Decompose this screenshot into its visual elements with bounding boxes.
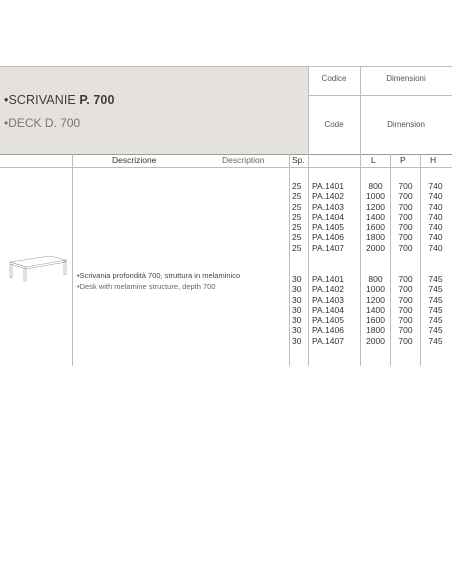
table-cell: 700 [398, 181, 413, 191]
table-cell: 700 [398, 242, 413, 253]
table-cell: 740 [428, 191, 443, 202]
p-column-group1 [391, 181, 420, 253]
table-cell: PA.1407 [312, 242, 344, 253]
table-cell: 800 [368, 181, 383, 191]
table-cell: 30 [292, 274, 302, 284]
table-cell: 2000 [366, 242, 385, 253]
table-cell: 30 [292, 284, 302, 295]
table-cell: 740 [428, 232, 443, 243]
table-cell: PA.1404 [312, 211, 344, 222]
table-cell: 30 [292, 335, 302, 346]
table-cell: 700 [398, 284, 413, 295]
table-cell: 700 [398, 222, 413, 233]
description-it: •Scrivania profondità 700, struttura in melaminico [77, 271, 241, 280]
table-cell: PA.1401 [312, 181, 344, 191]
divider [308, 154, 309, 366]
divider [0, 167, 452, 168]
table-cell: 700 [398, 304, 413, 315]
product-title: •SCRIVANIE P. 700 [4, 93, 115, 107]
table-cell: 1000 [366, 191, 385, 202]
table-cell: 2000 [366, 335, 385, 346]
table-cell: 700 [398, 335, 413, 346]
table-cell: 25 [292, 211, 302, 222]
table-cell: 1400 [366, 304, 385, 315]
table-cell: 745 [428, 284, 443, 295]
divider [72, 154, 73, 366]
table-cell: PA.1402 [312, 191, 344, 202]
h-column-group2 [421, 274, 450, 346]
table-cell: 1800 [366, 325, 385, 336]
table-cell: 745 [428, 315, 443, 326]
table-cell: 1600 [366, 222, 385, 233]
h-column-group1 [421, 181, 450, 253]
table-cell: 25 [292, 181, 302, 191]
sp-column-group1 [292, 181, 301, 253]
table-cell: 1200 [366, 201, 385, 212]
col-l: L [371, 155, 376, 165]
sp-column-group2 [292, 274, 301, 346]
table-cell: 700 [398, 191, 413, 202]
col-descrizione: Descrizione [112, 155, 157, 165]
divider [308, 66, 309, 154]
table-cell: 25 [292, 242, 302, 253]
col-h: H [430, 155, 437, 165]
table-cell: 745 [428, 335, 443, 346]
product-header [0, 66, 452, 154]
codice-label: Codice [321, 74, 347, 83]
table-cell: 30 [292, 304, 302, 315]
code-column-group2 [312, 274, 344, 346]
table-cell: 25 [292, 232, 302, 243]
table-cell: 745 [428, 274, 443, 284]
code-column-group1 [312, 181, 344, 253]
table-cell: 1600 [366, 315, 385, 326]
table-cell: 745 [428, 294, 443, 305]
table-cell: PA.1405 [312, 315, 344, 326]
table-cell: 700 [398, 274, 413, 284]
table-cell: 740 [428, 242, 443, 253]
table-cell: 740 [428, 181, 443, 191]
table-cell: PA.1402 [312, 284, 344, 295]
table-cell: PA.1403 [312, 294, 344, 305]
product-subtitle: •DECK D. 700 [4, 116, 81, 130]
l-column-group2 [361, 274, 390, 346]
table-cell: 30 [292, 315, 302, 326]
table-cell: 25 [292, 222, 302, 233]
table-cell: 1000 [366, 284, 385, 295]
table-cell: 800 [368, 274, 383, 284]
table-cell: 745 [428, 325, 443, 336]
table-cell: 1200 [366, 294, 385, 305]
table-cell: 25 [292, 201, 302, 212]
col-sp: Sp. [292, 155, 305, 165]
table-cell: 30 [292, 325, 302, 336]
col-p: P [400, 155, 406, 165]
divider [0, 66, 452, 67]
table-cell: 740 [428, 222, 443, 233]
dimensioni-label: Dimensioni [386, 74, 426, 83]
table-cell: PA.1405 [312, 222, 344, 233]
table-cell: PA.1406 [312, 325, 344, 336]
table-cell: 1400 [366, 211, 385, 222]
table-cell: PA.1401 [312, 274, 344, 284]
code-label: Code [324, 120, 344, 129]
product-description [77, 270, 240, 292]
table-cell: 1800 [366, 232, 385, 243]
table-cell: PA.1406 [312, 232, 344, 243]
table-cell: PA.1407 [312, 335, 344, 346]
divider [360, 66, 361, 154]
divider [308, 95, 452, 96]
table-cell: 700 [398, 232, 413, 243]
table-cell: 700 [398, 294, 413, 305]
table-cell: PA.1404 [312, 304, 344, 315]
table-cell: 700 [398, 315, 413, 326]
col-description: Description [222, 155, 265, 165]
table-cell: 30 [292, 294, 302, 305]
table-cell: 740 [428, 211, 443, 222]
table-cell: 740 [428, 201, 443, 212]
table-cell: 700 [398, 211, 413, 222]
table-cell: 700 [398, 325, 413, 336]
table-cell: 745 [428, 304, 443, 315]
table-cell: 25 [292, 191, 302, 202]
table-cell: 700 [398, 201, 413, 212]
p-column-group2 [391, 274, 420, 346]
desk-drawing-icon [8, 244, 68, 284]
title-panel [0, 66, 308, 154]
l-column-group1 [361, 181, 390, 253]
divider [289, 154, 290, 366]
description-en: •Desk with melamine structure, depth 700 [77, 282, 216, 291]
table-cell: PA.1403 [312, 201, 344, 212]
dimension-label: Dimension [387, 120, 425, 129]
